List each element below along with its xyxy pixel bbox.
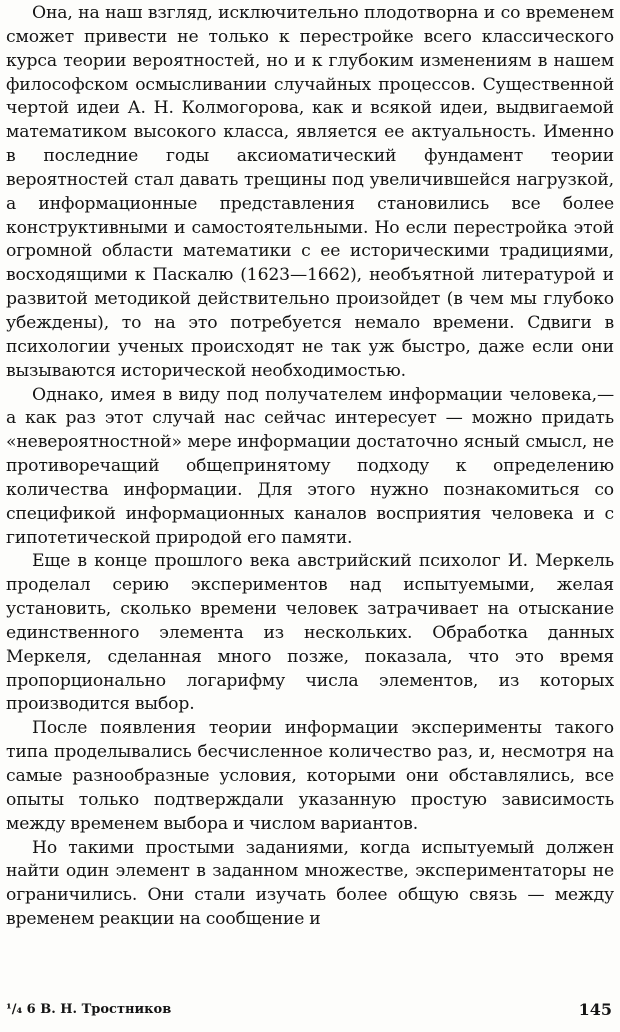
paragraph-4: После появления теории информации эксперименты такого типа проделывались бесчисленное количество раз, и, несмотря на самые разнообразные условия, которыми они обставлялись, все опыты только подтверждали указанную простую зависимость между временем выбора и числом вариантов. — [6, 718, 614, 834]
paragraph-3: Еще в конце прошлого века австрийский психолог И. Меркель проделал серию экспериментов над испытуемыми, желая установить, сколько времени человек затрачивает на отыскание единственного элемента из нескольких. Обработка данных Меркеля, сделанная много позже, показала, что это время пропорционально логарифму числа элементов, из которых производится выбор. — [6, 551, 614, 715]
paragraph-2: Однако, имея в виду под получателем информации человека,— а как раз этот случай нас сейчас интересует — можно придать «невероятностной» мере информации достаточно ясный смысл, не противоречащий общепринятому подходу к определению количества информации. Для этого нужно познакомиться со спецификой информационных каналов восприятия человека и с гипотетической природой его памяти. — [6, 384, 614, 548]
page-footer — [6, 1000, 612, 1024]
page-number: 145 — [578, 1000, 612, 1019]
printer-signature: ¹/₄ 6 В. Н. Тростников — [6, 1002, 172, 1017]
paragraph-1: Она, на наш взгляд, исключительно плодотворна и со временем сможет привести не только к перестройке всего классического курса теории вероятностей, но и к глубоким изменениям в нашем философском осмысливании случайных процессов. Существенной чертой идеи А. Н. Колмогорова, как и всякой идеи, выдвигаемой математиком высокого класса, является ее актуальность. Именно в последние годы аксиоматический фундамент теории вероятностей стал давать трещины под увеличившейся нагрузкой, а информационные представления становились все более конструктивными и самостоятельными. Но если перестройка этой огромной области математики с ее историческими традициями, восходящими к Паскалю (1623—1662), необъятной литературой и развитой методикой действительно произойдет (в чем мы глубоко убеждены), то на это потребуется немало времени. Сдвиги в психологии ученых происходят не так уж быстро, даже если они вызываются исторической необходимостью. — [6, 3, 614, 381]
paragraph-5: Но такими простыми заданиями, когда испытуемый должен найти один элемент в заданном множестве, экспериментаторы не ограничились. Они стали изучать более общую связь — между временем реакции на сообщение и — [6, 837, 614, 930]
body-text — [6, 2, 614, 932]
